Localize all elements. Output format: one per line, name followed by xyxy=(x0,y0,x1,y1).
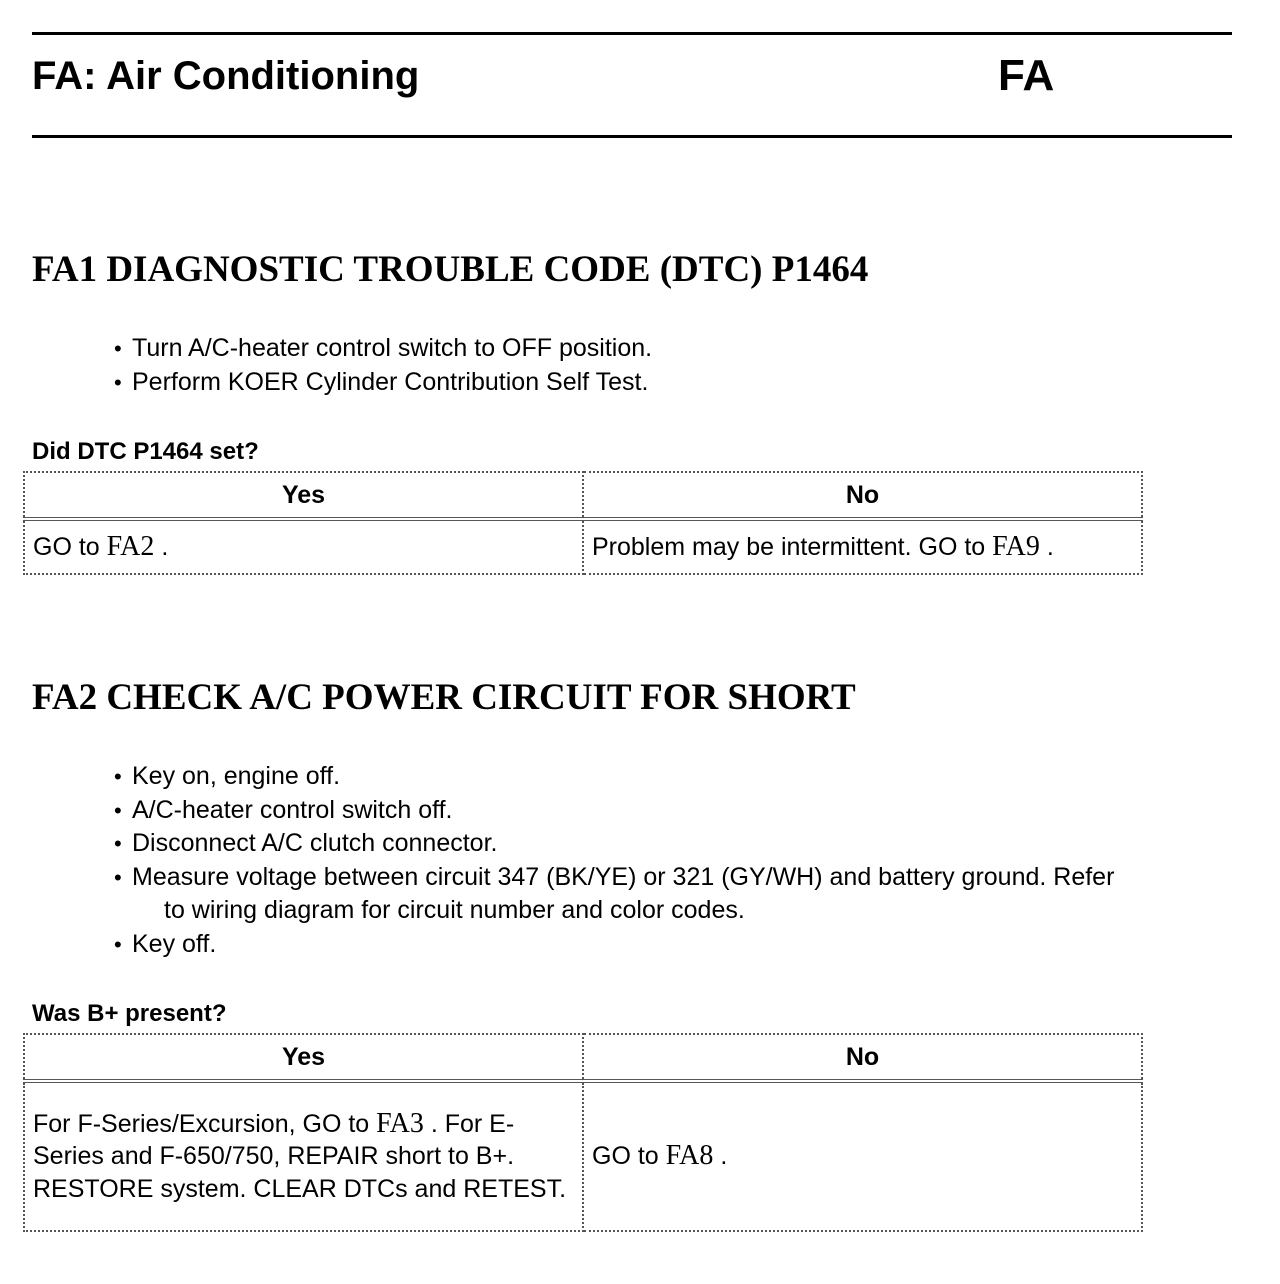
fa1-decision-table xyxy=(23,471,1143,575)
list-item: • Perform KOER Cylinder Contribution Self Test. xyxy=(114,366,1234,400)
fa8-reference-link[interactable]: FA8 xyxy=(665,1140,714,1172)
no-header: No xyxy=(583,472,1142,519)
yes-cell: For F-Series/Excursion, GO to FA3 . For E- Series and F-650/750, REPAIR short to B+. RESTORE system. CLEAR DTCs and RETEST. xyxy=(24,1081,583,1231)
list-item: • Turn A/C-heater control switch to OFF position. xyxy=(114,332,1234,366)
fa2-decision-table xyxy=(23,1033,1143,1232)
header-bottom-rule xyxy=(32,135,1232,138)
list-item: • Disconnect A/C clutch connector. xyxy=(114,827,1234,861)
bullet-icon: • xyxy=(114,369,122,395)
list-item: • Measure voltage between circuit 347 (BK/YE) or 321 (GY/WH) and battery ground. Refer to wiring diagram for circuit number and color codes. xyxy=(114,862,1115,924)
bullet-icon: • xyxy=(114,797,122,823)
fa3-reference-link[interactable]: FA3 xyxy=(376,1107,424,1139)
header-top-rule xyxy=(32,32,1232,35)
section-code: FA xyxy=(998,51,1055,100)
fa1-heading: FA1 DIAGNOSTIC TROUBLE CODE (DTC) P1464 xyxy=(32,249,869,290)
fa2-steps xyxy=(114,760,1234,961)
page-title: FA: Air Conditioning xyxy=(32,54,420,98)
yes-header: Yes xyxy=(24,1034,583,1081)
bullet-icon: • xyxy=(114,764,122,789)
yes-header: Yes xyxy=(24,472,583,519)
fa2-question: Was B+ present? xyxy=(32,1000,227,1027)
no-header: No xyxy=(583,1034,1142,1081)
fa2-heading: FA2 CHECK A/C POWER CIRCUIT FOR SHORT xyxy=(32,677,856,718)
fa9-reference-link[interactable]: FA9 xyxy=(992,530,1040,562)
bullet-icon: • xyxy=(114,931,122,957)
list-item: • A/C-heater control switch off. xyxy=(114,794,1234,828)
list-item: • Key on, engine off. xyxy=(114,760,1234,794)
bullet-icon: • xyxy=(114,336,122,361)
yes-cell: GO to FA2 . xyxy=(24,519,583,574)
fa1-steps xyxy=(114,332,1234,399)
bullet-icon: • xyxy=(114,864,122,890)
bullet-icon: • xyxy=(114,831,122,856)
fa2-reference-link[interactable]: FA2 xyxy=(106,530,155,562)
list-item: • Key off. xyxy=(114,928,1234,962)
no-cell: Problem may be intermittent. GO to FA9 . xyxy=(583,519,1142,574)
fa1-question: Did DTC P1464 set? xyxy=(32,438,259,465)
no-cell: GO to FA8 . xyxy=(583,1081,1142,1231)
